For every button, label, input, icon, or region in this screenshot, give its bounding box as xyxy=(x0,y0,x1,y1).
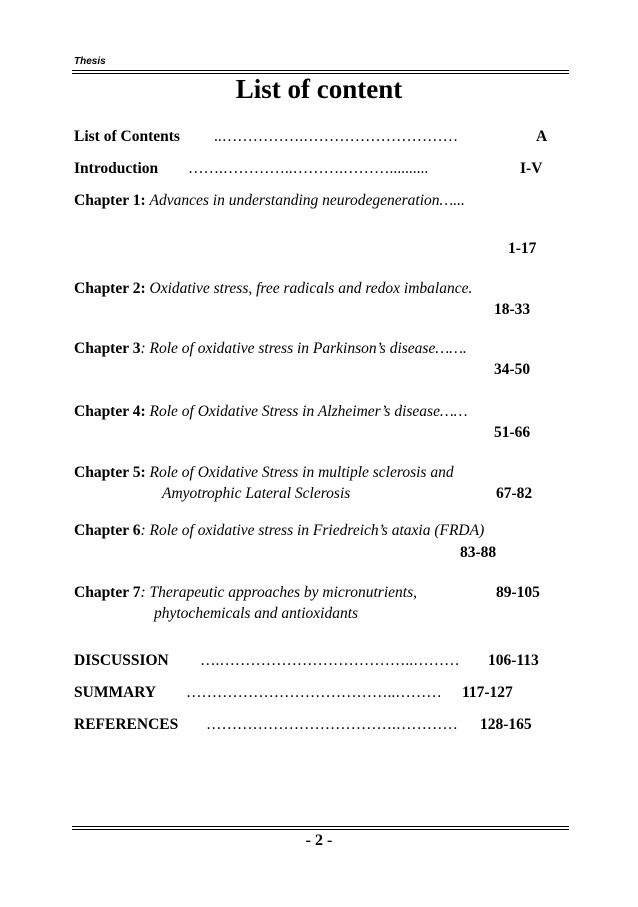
toc-chapter-4 xyxy=(74,403,468,421)
toc-chapter-1 xyxy=(74,192,465,210)
running-header: Thesis xyxy=(74,56,106,67)
chapter-label: Chapter 1: xyxy=(74,192,146,209)
toc-leader: …….…………..……….……….......... xyxy=(188,160,429,177)
chapter-title: : Therapeutic approaches by micronutrients, xyxy=(140,584,417,601)
toc-page: 18-33 xyxy=(494,301,531,318)
toc-page: 83-88 xyxy=(460,544,497,561)
chapter-label: Chapter 2: xyxy=(74,280,146,297)
page-title: List of content xyxy=(235,74,403,104)
chapter-title-continued: phytochemicals and antioxidants xyxy=(154,605,359,622)
chapter-title: Advances in understanding neurodegeneration…... xyxy=(149,192,465,209)
chapter-label: Chapter 6 xyxy=(74,522,141,539)
chapter-label: Chapter 5: xyxy=(74,464,146,481)
toc-label: List of Contents xyxy=(74,128,180,145)
chapter-title: : Role of oxidative stress in Friedreich’s ataxia (FRDA) xyxy=(140,522,485,539)
toc-entry-list-of-contents xyxy=(74,128,180,146)
footer-rule-double xyxy=(72,829,569,830)
toc-leader: ….………………………………..……… xyxy=(200,652,460,669)
page-number: - 2 - xyxy=(305,832,333,849)
toc-chapter-3 xyxy=(74,340,467,358)
toc-page: 1-17 xyxy=(508,240,537,257)
toc-chapter-5 xyxy=(74,464,454,482)
chapter-title: : Role of oxidative stress in Parkinson’s disease……. xyxy=(140,340,467,357)
toc-page: 51-66 xyxy=(494,424,531,441)
toc-label: DISCUSSION xyxy=(74,652,169,669)
toc-entry-references xyxy=(74,716,178,734)
toc-entry-summary xyxy=(74,684,156,702)
toc-page: 34-50 xyxy=(494,361,531,378)
toc-page: I-V xyxy=(520,160,543,177)
toc-chapter-7 xyxy=(74,584,417,602)
toc-label: SUMMARY xyxy=(74,684,157,701)
toc-leader: ..…………….………………………… xyxy=(214,128,459,145)
chapter-title: Oxidative stress, free radicals and redox imbalance. xyxy=(149,280,473,297)
toc-leader: …………………………………..……… xyxy=(186,684,442,701)
footer-rule xyxy=(72,826,569,827)
chapter-label: Chapter 4: xyxy=(74,403,146,420)
chapter-title: Role of Oxidative Stress in multiple sclerosis and xyxy=(149,464,454,481)
toc-entry-introduction xyxy=(74,160,158,178)
toc-page: 117-127 xyxy=(462,684,513,701)
toc-label: REFERENCES xyxy=(74,716,179,733)
chapter-label: Chapter 7 xyxy=(74,584,141,601)
toc-page: 128-165 xyxy=(480,716,532,733)
toc-page: 67-82 xyxy=(496,485,533,502)
toc-page: 106-113 xyxy=(488,652,539,669)
toc-chapter-2 xyxy=(74,280,472,298)
chapter-title: Role of Oxidative Stress in Alzheimer’s disease…… xyxy=(149,403,468,420)
header-rule xyxy=(72,70,569,71)
toc-entry-discussion xyxy=(74,652,169,670)
toc-page: A xyxy=(536,128,548,145)
toc-chapter-6 xyxy=(74,522,484,540)
toc-label: Introduction xyxy=(74,160,159,177)
toc-page: 89-105 xyxy=(496,584,540,601)
chapter-title-continued: Amyotrophic Lateral Sclerosis xyxy=(162,485,351,502)
chapter-label: Chapter 3 xyxy=(74,340,141,357)
toc-leader: ……………………………….………… xyxy=(206,716,458,733)
